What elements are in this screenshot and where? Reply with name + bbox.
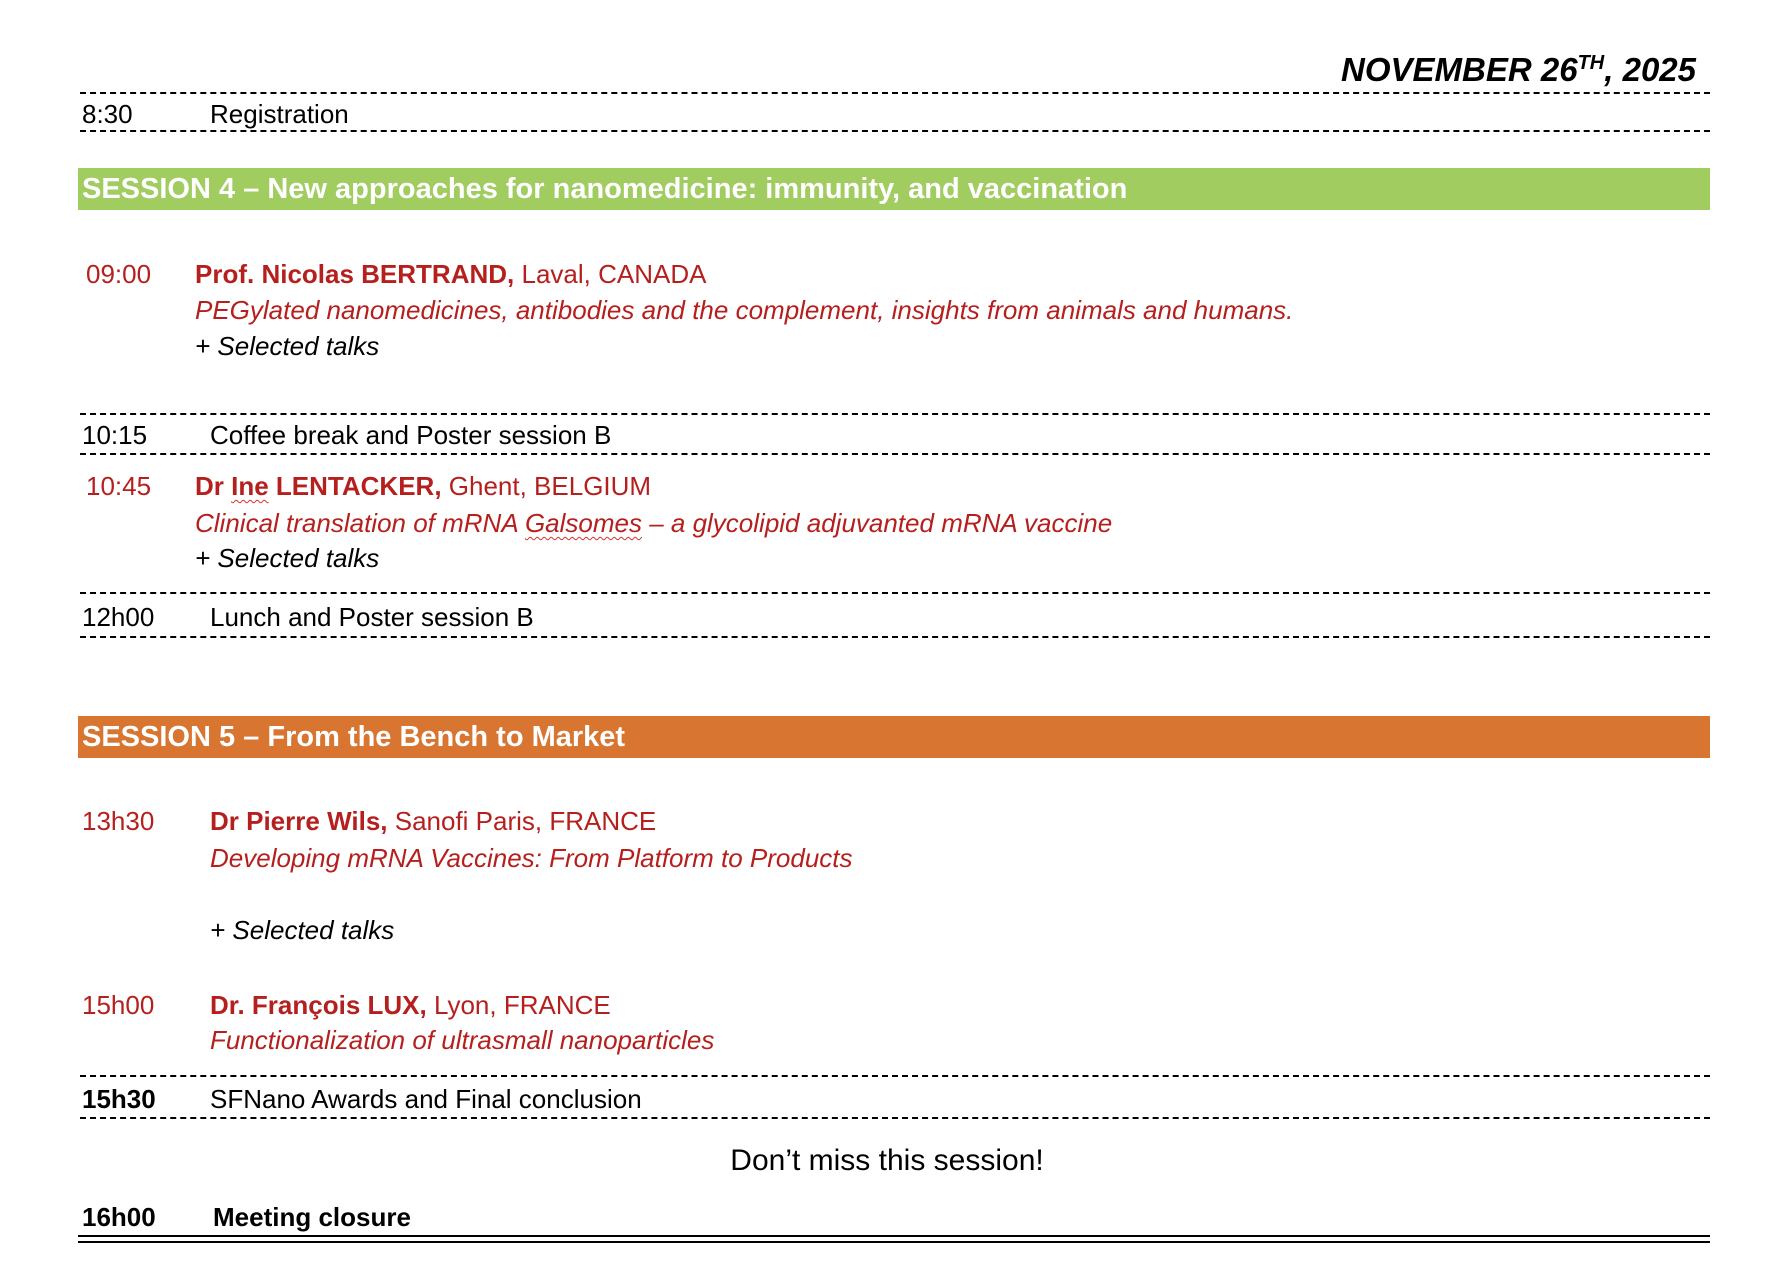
date-year: , 2025 xyxy=(1604,51,1696,88)
dashed-divider xyxy=(80,92,1710,94)
talk-speaker-line xyxy=(195,259,706,289)
item-time-awards: 15h30 xyxy=(82,1084,156,1114)
selected-talks-note: + Selected talks xyxy=(195,543,380,573)
talk-speaker-line xyxy=(210,990,611,1020)
selected-talks-note: + Selected talks xyxy=(195,331,380,361)
item-time-registration: 8:30 xyxy=(82,99,133,129)
dashed-divider xyxy=(80,592,1710,594)
talk-title: Clinical translation of mRNA Galsomes – a glycolipid adjuvanted mRNA vaccine xyxy=(195,508,1113,538)
session-5-header: SESSION 5 – From the Bench to Market xyxy=(78,716,1710,758)
talk-title: Developing mRNA Vaccines: From Platform to Products xyxy=(210,843,853,873)
talk-speaker-line xyxy=(195,471,651,501)
dashed-divider xyxy=(80,413,1710,415)
talk-time: 10:45 xyxy=(86,471,152,501)
talk-time: 09:00 xyxy=(86,259,152,289)
speaker-name: Dr Pierre Wils, xyxy=(210,806,388,836)
speaker-name: Prof. Nicolas BERTRAND, xyxy=(195,259,515,289)
item-label-registration: Registration xyxy=(210,99,349,129)
item-time-coffee: 10:15 xyxy=(82,420,148,450)
talk-title: PEGylated nanomedicines, antibodies and the complement, insights from animals and humans. xyxy=(195,295,1294,325)
dashed-divider xyxy=(80,1075,1710,1077)
talk-time: 13h30 xyxy=(82,806,155,836)
notice-text: Don’t miss this session! xyxy=(730,1144,1044,1177)
session-4-header: SESSION 4 – New approaches for nanomedicine: immunity, and vaccination xyxy=(78,168,1710,210)
speaker-affiliation: Lyon, FRANCE xyxy=(426,990,611,1020)
date-superscript: TH xyxy=(1577,52,1605,74)
talk-title: Functionalization of ultrasmall nanoparticles xyxy=(210,1025,715,1055)
item-label-lunch: Lunch and Poster session B xyxy=(210,602,534,632)
item-time-closure: 16h00 xyxy=(82,1202,156,1232)
dashed-divider xyxy=(80,636,1710,638)
dashed-divider xyxy=(80,1117,1710,1119)
speaker-affiliation: Ghent, BELGIUM xyxy=(441,471,652,501)
dashed-divider xyxy=(80,453,1710,455)
date-main: NOVEMBER 26 xyxy=(1341,51,1578,88)
speaker-affiliation: Laval, CANADA xyxy=(514,259,707,289)
talk-time: 15h00 xyxy=(82,990,155,1020)
dashed-divider xyxy=(80,130,1710,132)
item-label-awards: SFNano Awards and Final conclusion xyxy=(210,1084,642,1114)
program-date xyxy=(1341,50,1696,90)
speaker-affiliation: Sanofi Paris, FRANCE xyxy=(387,806,657,836)
speaker-name: Dr Ine LENTACKER, xyxy=(195,471,442,501)
double-rule xyxy=(78,1235,1710,1243)
talk-speaker-line xyxy=(210,806,656,836)
speaker-name: Dr. François LUX, xyxy=(210,990,427,1020)
item-time-lunch: 12h00 xyxy=(82,602,155,632)
selected-talks-note: + Selected talks xyxy=(210,915,395,945)
item-label-closure: Meeting closure xyxy=(213,1202,411,1232)
item-label-coffee: Coffee break and Poster session B xyxy=(210,420,612,450)
